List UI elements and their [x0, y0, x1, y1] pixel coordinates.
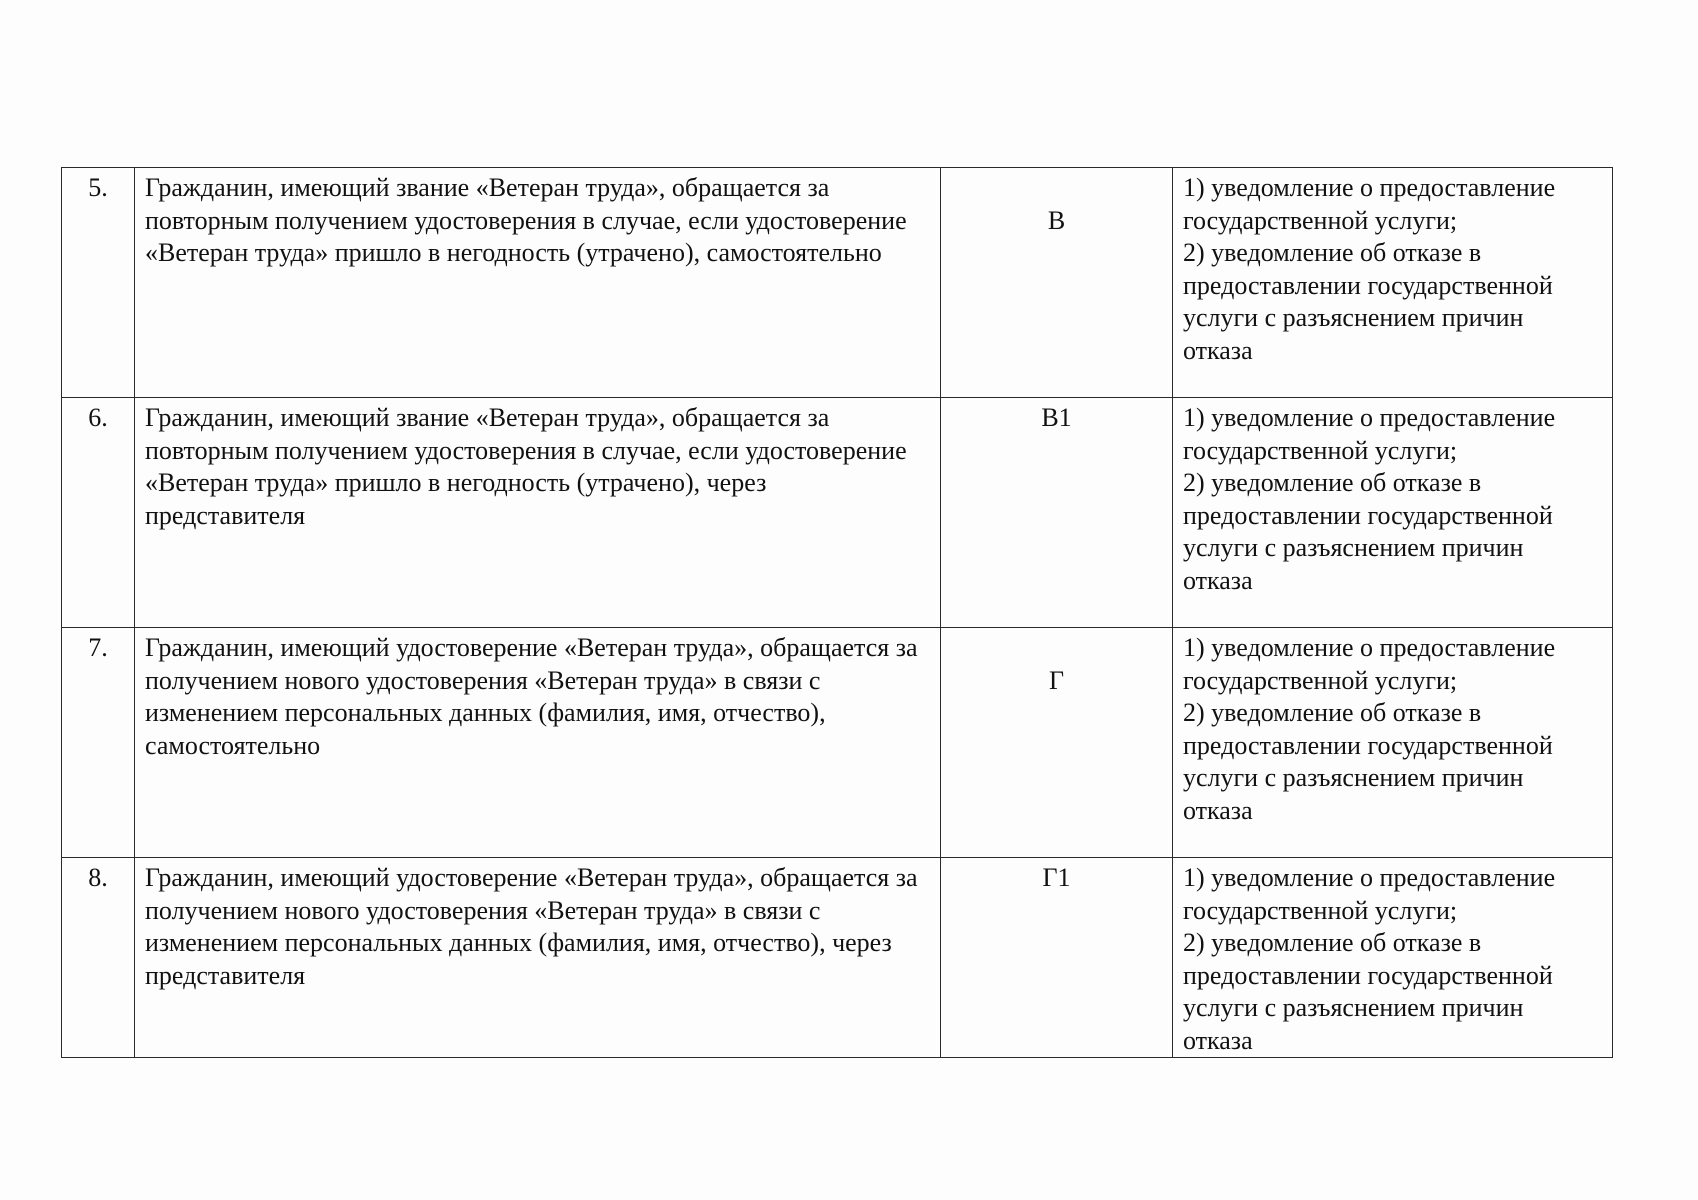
row-code-cell — [941, 858, 1173, 1058]
services-table — [61, 167, 1613, 1058]
result-line: 2) уведомление об отказе в — [1183, 238, 1482, 267]
row-number: 5. — [62, 168, 135, 398]
row-result — [1173, 858, 1613, 1058]
row-result — [1173, 628, 1613, 858]
row-description: Гражданин, имеющий звание «Ветеран труда», обращается за повторным получением удостоверения в случае, если удостоверение «Ветеран труда» пришло в негодность (утрачено), самостоятельно — [135, 168, 941, 398]
result-line: государственной услуги; — [1183, 205, 1458, 235]
table-row — [62, 168, 1613, 398]
row-number: 7. — [62, 628, 135, 858]
result-line: 1) уведомление о предоставление — [1183, 863, 1556, 892]
result-line: услуги с разъяснением причин — [1183, 763, 1524, 792]
row-code-cell — [941, 628, 1173, 858]
result-line: услуги с разъяснением причин — [1183, 533, 1524, 562]
row-result — [1173, 168, 1613, 398]
row-code-cell — [941, 168, 1173, 398]
result-line: государственной услуги; — [1183, 665, 1458, 695]
row-number: 8. — [62, 858, 135, 1058]
result-line: 1) уведомление о предоставление — [1183, 633, 1556, 662]
result-line: предоставлении государственной — [1183, 960, 1553, 990]
row-description: Гражданин, имеющий удостоверение «Ветеран труда», обращается за получением нового удостоверения «Ветеран труда» в связи с изменением персональных данных (фамилия, имя, отчество), через представителя — [135, 858, 941, 1058]
result-line: 2) уведомление об отказе в — [1183, 468, 1482, 497]
result-line: отказа — [1183, 1025, 1253, 1055]
row-number: 6. — [62, 398, 135, 628]
result-line: отказа — [1183, 795, 1253, 825]
row-code: В — [1047, 206, 1066, 235]
result-line: отказа — [1183, 565, 1253, 595]
row-code: Г1 — [1042, 863, 1071, 892]
table-row — [62, 398, 1613, 628]
table-row — [62, 628, 1613, 858]
row-result — [1173, 398, 1613, 628]
row-code: Г — [1048, 666, 1065, 695]
result-line: 2) уведомление об отказе в — [1183, 928, 1482, 957]
result-line: государственной услуги; — [1183, 895, 1458, 925]
result-line: услуги с разъяснением причин — [1183, 303, 1524, 332]
result-line: 1) уведомление о предоставление — [1183, 403, 1556, 432]
result-line: предоставлении государственной — [1183, 500, 1553, 530]
row-description: Гражданин, имеющий удостоверение «Ветеран труда», обращается за получением нового удостоверения «Ветеран труда» в связи с изменением персональных данных (фамилия, имя, отчество), самостоятельно — [135, 628, 941, 858]
result-line: 1) уведомление о предоставление — [1183, 173, 1556, 202]
result-line: предоставлении государственной — [1183, 730, 1553, 760]
table-row — [62, 858, 1613, 1058]
result-line: услуги с разъяснением причин — [1183, 993, 1524, 1022]
row-code: В1 — [1041, 403, 1072, 432]
result-line: предоставлении государственной — [1183, 270, 1553, 300]
row-code-cell — [941, 398, 1173, 628]
row-description: Гражданин, имеющий звание «Ветеран труда», обращается за повторным получением удостоверения в случае, если удостоверение «Ветеран труда» пришло в негодность (утрачено), через представителя — [135, 398, 941, 628]
result-line: государственной услуги; — [1183, 435, 1458, 465]
result-line: 2) уведомление об отказе в — [1183, 698, 1482, 727]
result-line: отказа — [1183, 335, 1253, 365]
